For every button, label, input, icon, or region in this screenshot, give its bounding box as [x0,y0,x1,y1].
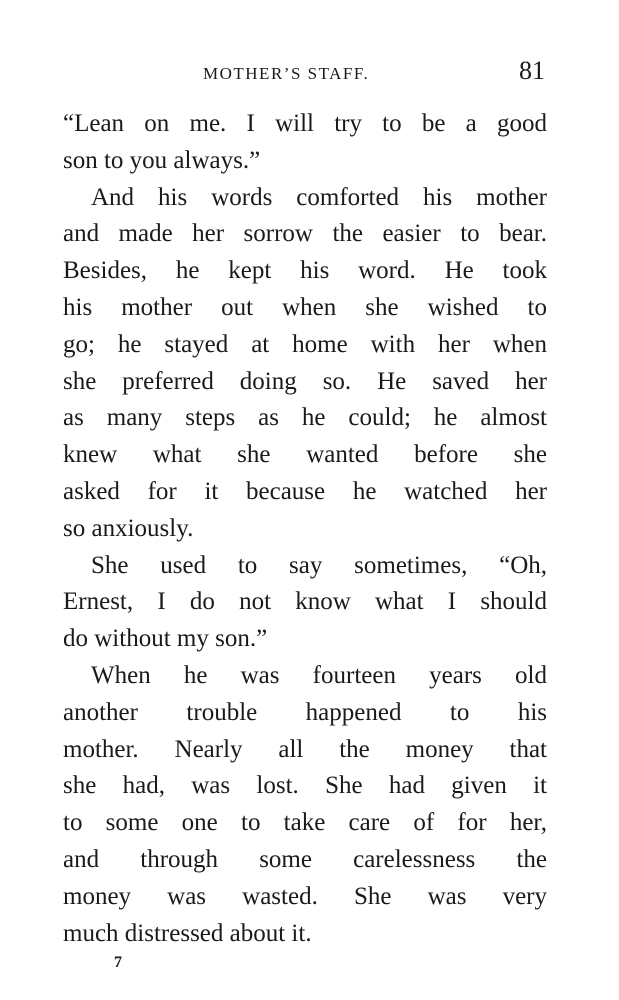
text-line: so anxiously. [63,514,194,542]
text-line: She used to say sometimes, “Oh, [91,551,547,579]
text-line: do without my son.” [63,625,268,653]
text-line: money was wasted. She was very [63,882,547,910]
text-line: knew what she wanted before she [63,441,547,469]
text-line: asked for it because he watched her [63,477,547,505]
signature-mark: 7 [114,954,122,971]
text-line: son to you always.” [63,146,261,174]
running-title: MOTHER’S STAFF. [203,64,370,83]
text-line: Ernest, I do not know what I should [63,588,547,616]
running-head [63,56,549,90]
text-line: And his words comforted his mother [91,183,547,211]
text-line: go; he stayed at home with her when [63,330,547,358]
text-line: Besides, he kept his word. He took [63,257,547,285]
text-line: “Lean on me. I will try to be a good [63,110,547,137]
text-line: his mother out when she wished to [63,293,547,321]
text-line: When he was fourteen years old [91,661,547,689]
text-line: as many steps as he could; he almost [63,404,547,432]
page-number: 81 [519,56,545,85]
text-line: mother. Nearly all the money that [63,735,547,763]
text-line: she preferred doing so. He saved her [63,367,547,395]
text-line: and through some carelessness the [63,845,547,873]
text-line: she had, was lost. She had given it [63,772,547,800]
body-text [63,106,547,952]
text-line: to some one to take care of for her, [63,809,547,837]
text-line: much distressed about it. [63,919,312,947]
text-line: another trouble happened to his [63,698,547,726]
text-line: and made her sorrow the easier to bear. [63,220,547,248]
